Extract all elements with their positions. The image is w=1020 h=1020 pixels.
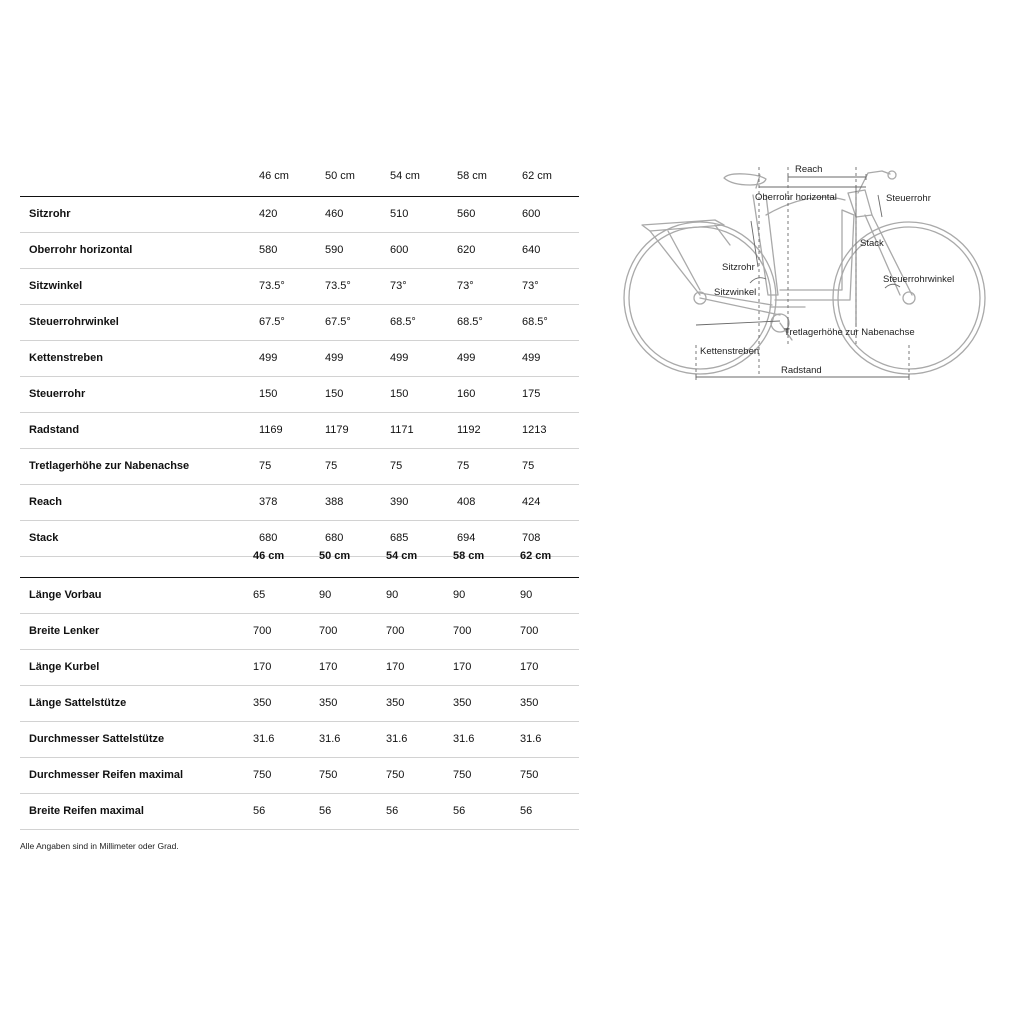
table-row xyxy=(20,197,579,233)
table-row xyxy=(20,614,579,650)
table-cell: 56 xyxy=(386,805,399,817)
row-label: Radstand xyxy=(29,424,80,436)
label-radstand: Radstand xyxy=(781,365,822,376)
size-46: 46 cm xyxy=(259,170,289,182)
table-cell: 640 xyxy=(522,244,541,256)
table-cell: 67.5° xyxy=(259,316,285,328)
table-cell: 68.5° xyxy=(522,316,548,328)
table-row xyxy=(20,413,579,449)
size-50: 50 cm xyxy=(319,550,351,562)
table-cell: 424 xyxy=(522,496,541,508)
row-label: Steuerrohr xyxy=(29,388,86,400)
label-reach: Reach xyxy=(795,164,823,175)
size-54: 54 cm xyxy=(390,170,420,182)
table-cell: 170 xyxy=(453,661,472,673)
label-tretlager: Tretlagerhöhe zur Nabenachse xyxy=(784,327,915,338)
row-label: Tretlagerhöhe zur Nabenachse xyxy=(29,460,190,472)
row-label: Durchmesser Reifen maximal xyxy=(29,769,184,781)
size-62: 62 cm xyxy=(520,550,552,562)
label-stack: Stack xyxy=(860,238,884,249)
table-cell: 350 xyxy=(520,697,539,709)
table-cell: 600 xyxy=(522,208,541,220)
table-cell: 160 xyxy=(457,388,476,400)
table-cell: 700 xyxy=(453,625,472,637)
table-cell: 175 xyxy=(522,388,541,400)
table-cell: 73.5° xyxy=(325,280,351,292)
row-label: Breite Reifen maximal xyxy=(29,805,144,817)
row-label: Steuerrohrwinkel xyxy=(29,316,119,328)
components-table xyxy=(20,548,579,830)
table-cell: 56 xyxy=(253,805,266,817)
table-cell: 170 xyxy=(319,661,338,673)
table-cell: 68.5° xyxy=(390,316,416,328)
row-label: Kettenstreben xyxy=(29,352,103,364)
table-header xyxy=(20,160,579,197)
row-label: Sitzwinkel xyxy=(29,280,83,292)
table-cell: 90 xyxy=(520,589,533,601)
table-cell: 75 xyxy=(325,460,338,472)
table-cell: 499 xyxy=(457,352,476,364)
table-cell: 350 xyxy=(453,697,472,709)
table-cell: 620 xyxy=(457,244,476,256)
table-cell: 31.6 xyxy=(253,733,275,745)
label-sitzrohr: Sitzrohr xyxy=(722,262,755,273)
table-cell: 580 xyxy=(259,244,278,256)
table-row xyxy=(20,449,579,485)
table-cell: 75 xyxy=(390,460,403,472)
table-cell: 1179 xyxy=(325,424,349,436)
size-62: 62 cm xyxy=(522,170,552,182)
table-cell: 499 xyxy=(325,352,344,364)
table-cell: 170 xyxy=(386,661,405,673)
table-cell: 56 xyxy=(319,805,332,817)
table-cell: 700 xyxy=(386,625,405,637)
table-cell: 700 xyxy=(319,625,338,637)
label-kettenstreben: Kettenstreben xyxy=(700,346,760,357)
row-label: Reach xyxy=(29,496,63,508)
table-cell: 388 xyxy=(325,496,344,508)
table-row xyxy=(20,794,579,830)
table-row xyxy=(20,686,579,722)
table-row xyxy=(20,233,579,269)
table-cell: 499 xyxy=(259,352,278,364)
table-cell: 408 xyxy=(457,496,476,508)
table-cell: 170 xyxy=(253,661,272,673)
table-row xyxy=(20,722,579,758)
table-row xyxy=(20,269,579,305)
label-steuerrohrwinkel: Steuerrohrwinkel xyxy=(883,274,955,285)
table-cell: 73° xyxy=(522,280,539,292)
table-cell: 75 xyxy=(457,460,470,472)
table-cell: 75 xyxy=(259,460,272,472)
row-label: Stack xyxy=(29,532,59,544)
table-cell: 67.5° xyxy=(325,316,351,328)
size-54: 54 cm xyxy=(386,550,418,562)
table-cell: 750 xyxy=(453,769,472,781)
table-row xyxy=(20,485,579,521)
table-cell: 90 xyxy=(386,589,399,601)
row-label: Sitzrohr xyxy=(29,208,71,220)
table-cell: 170 xyxy=(520,661,539,673)
table-cell: 150 xyxy=(325,388,344,400)
footnote: Alle Angaben sind in Millimeter oder Grad. xyxy=(20,841,179,851)
table-cell: 750 xyxy=(319,769,338,781)
size-58: 58 cm xyxy=(457,170,487,182)
label-steuerrohr: Steuerrohr xyxy=(886,193,931,204)
table-cell: 499 xyxy=(522,352,541,364)
label-oberrohr: Oberrohr horizontal xyxy=(755,192,837,203)
size-58: 58 cm xyxy=(453,550,485,562)
table-cell: 65 xyxy=(253,589,266,601)
size-50: 50 cm xyxy=(325,170,355,182)
geometry-table xyxy=(20,160,579,557)
row-label: Breite Lenker xyxy=(29,625,100,637)
table-cell: 1213 xyxy=(522,424,547,436)
row-label: Länge Sattelstütze xyxy=(29,697,127,709)
table-cell: 1192 xyxy=(457,424,481,436)
bike-geometry-diagram xyxy=(620,155,990,395)
table-cell: 31.6 xyxy=(453,733,475,745)
table-cell: 680 xyxy=(259,532,278,544)
table-cell: 750 xyxy=(386,769,405,781)
table-row xyxy=(20,377,579,413)
label-sitzwinkel: Sitzwinkel xyxy=(714,287,757,298)
table-cell: 31.6 xyxy=(319,733,341,745)
table-cell: 685 xyxy=(390,532,409,544)
table-cell: 510 xyxy=(390,208,409,220)
table-header xyxy=(20,548,579,578)
table-row xyxy=(20,578,579,614)
table-cell: 150 xyxy=(259,388,278,400)
row-label: Länge Kurbel xyxy=(29,661,100,673)
table-cell: 560 xyxy=(457,208,476,220)
table-cell: 420 xyxy=(259,208,278,220)
size-46: 46 cm xyxy=(253,550,285,562)
table-cell: 750 xyxy=(520,769,539,781)
row-label: Durchmesser Sattelstütze xyxy=(29,733,165,745)
table-cell: 350 xyxy=(386,697,405,709)
table-cell: 590 xyxy=(325,244,344,256)
table-body xyxy=(20,578,579,830)
row-label: Oberrohr horizontal xyxy=(29,244,133,256)
table-cell: 56 xyxy=(453,805,466,817)
table-row xyxy=(20,305,579,341)
table-cell: 700 xyxy=(520,625,539,637)
table-cell: 680 xyxy=(325,532,344,544)
table-cell: 31.6 xyxy=(386,733,408,745)
table-cell: 90 xyxy=(319,589,332,601)
table-cell: 390 xyxy=(390,496,409,508)
row-label: Länge Vorbau xyxy=(29,589,102,601)
table-cell: 90 xyxy=(453,589,466,601)
table-cell: 694 xyxy=(457,532,476,544)
table-cell: 150 xyxy=(390,388,409,400)
table-cell: 73° xyxy=(390,280,407,292)
table-cell: 56 xyxy=(520,805,533,817)
table-cell: 750 xyxy=(253,769,272,781)
table-cell: 1171 xyxy=(390,424,414,436)
table-cell: 73.5° xyxy=(259,280,285,292)
diagram-labels xyxy=(700,164,954,376)
table-cell: 378 xyxy=(259,496,278,508)
table-row xyxy=(20,341,579,377)
table-cell: 600 xyxy=(390,244,409,256)
table-cell: 708 xyxy=(522,532,541,544)
table-cell: 31.6 xyxy=(520,733,542,745)
table-cell: 700 xyxy=(253,625,272,637)
table-cell: 68.5° xyxy=(457,316,483,328)
table-row xyxy=(20,758,579,794)
table-cell: 350 xyxy=(319,697,338,709)
table-body xyxy=(20,197,579,557)
table-cell: 460 xyxy=(325,208,344,220)
table-cell: 350 xyxy=(253,697,272,709)
table-row xyxy=(20,650,579,686)
table-cell: 75 xyxy=(522,460,535,472)
table-cell: 499 xyxy=(390,352,409,364)
table-cell: 73° xyxy=(457,280,474,292)
table-cell: 1169 xyxy=(259,424,283,436)
